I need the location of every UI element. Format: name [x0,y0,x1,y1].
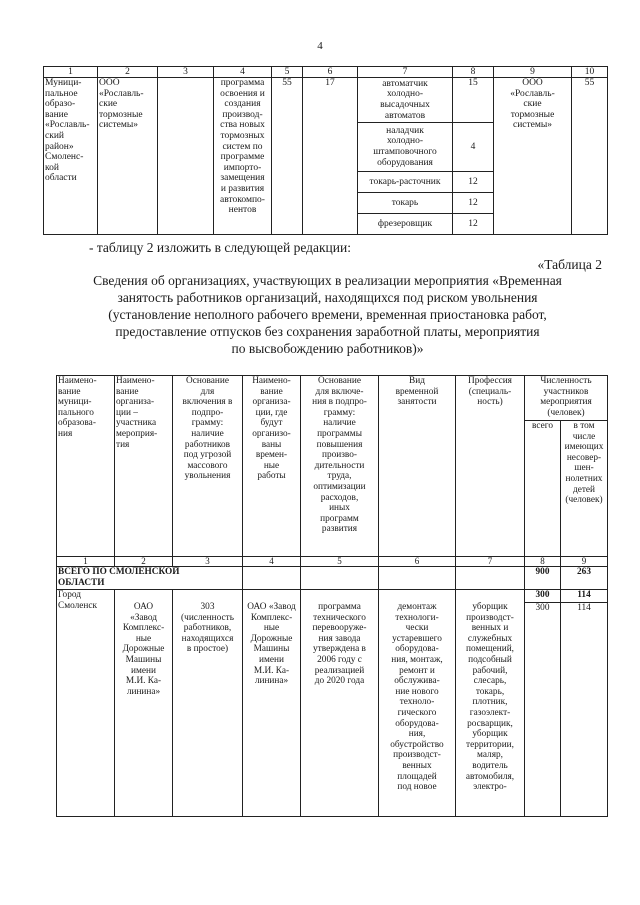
t2-header-profession: Профессия (специаль- ность) [456,376,525,557]
t2-header-with-children: в том числе имеющих несовер- шен- нолетних детей (человек) [561,421,608,557]
t2-header-organization: Наимено- вание организа- ции – участника мероприя- тия [115,376,173,557]
t1-profession-5: фрезеровщик [358,214,453,235]
t2-total-empty-6 [379,567,456,590]
t2-city-empty-6 [379,590,456,603]
t1-profession-2-count: 4 [453,123,494,172]
t2-col-num-5: 5 [301,557,379,567]
t2-total-with-children: 263 [561,567,608,590]
t1-municipality: Муници- пальное образо- вание «Рославль- ский район» Смоленс- кой области [44,78,98,235]
t1-col-num-8: 8 [453,67,494,78]
t1-organization-2: ООО «Рославль- ские тормозные системы» [494,78,572,235]
t2-header-municipality: Наимено- вание муници- пального образова- ния [57,376,115,557]
t2-org-employment: демонтаж технологи- чески устаревшего оборудова- ния, монтаж, ремонт и обслужива- ние нового техноло- гического оборудова- ния, обустройство производст- венных площадей под новое [379,602,456,817]
t1-col-num-10: 10 [572,67,608,78]
instruction-text: - таблицу 2 изложить в следующей редакции: [89,240,351,255]
t1-profession-3: токарь-расточник [358,172,453,193]
t1-profession-5-count: 12 [453,214,494,235]
t2-city-total: 300 [525,590,561,603]
t1-col3 [158,78,214,235]
t1-program: программа освоения и создания производ- ства новых тормозных систем по программе импорто- замещения и развития автокомпо- нентов [214,78,272,235]
t1-profession-2: наладчик холодно- штамповочного оборудования [358,123,453,172]
t2-header-employment-type: Вид временной занятости [379,376,456,557]
t2-city-label: Город Смоленск [57,590,115,817]
t1-col-num-9: 9 [494,67,572,78]
t2-org-profession: уборщик производст- венных и служебных помещений, подсобный рабочий, слесарь, токарь, плотник, газоэлект- росварщик, уборщик территории, маляр, водитель автомобиля, электро- [456,602,525,817]
t1-profession-1-count: 15 [453,78,494,123]
t2-city-empty-7 [456,590,525,603]
t2-city-with-children: 114 [561,590,608,603]
t2-col-num-3: 3 [173,557,243,567]
t2-city-empty-4 [243,590,301,603]
table-2-total-row [57,567,608,590]
table-2-title-line-1: Сведения об организациях, участвующих в реализации мероприятия «Временная [93,273,562,288]
t2-city-empty-3 [173,590,243,603]
table-2-city-row [57,590,608,603]
t1-col-num-3: 3 [158,67,214,78]
t2-total-label: ВСЕГО ПО СМОЛЕНСКОЙ ОБЛАСТИ [57,567,243,590]
t1-profession-4: токарь [358,193,453,214]
t2-col-num-8: 8 [525,557,561,567]
table-2-header-row [57,376,608,421]
t1-col-num-2: 2 [98,67,158,78]
table-2-number-row [57,557,608,567]
t2-org-temp-name: ОАО «Завод Комплекс- ные Дорожные Машины имени М.И. Ка- линина» [243,602,301,817]
t2-org-with-children: 114 [561,602,608,817]
t1-col5-value: 55 [272,78,303,235]
t2-total-empty-5 [301,567,379,590]
table-2-title-line-4: предоставление отпусков без сохранения заработной платы, мероприятия [115,324,540,339]
t1-organization: ООО «Рославль- ские тормозные системы» [98,78,158,235]
table-1-header-row [44,67,608,78]
t2-org-total: 300 [525,602,561,817]
t2-col-num-9: 9 [561,557,608,567]
t2-header-temp-organization: Наимено- вание организа- ции, где будут организо- ваны времен- ные работы [243,376,301,557]
t1-col-num-7: 7 [358,67,453,78]
t2-total-empty-4 [243,567,301,590]
t1-profession-3-count: 12 [453,172,494,193]
t1-col-num-5: 5 [272,67,303,78]
t2-col-num-7: 7 [456,557,525,567]
t1-col-num-6: 6 [303,67,358,78]
t2-total-empty-7 [456,567,525,590]
t2-city-empty-2 [115,590,173,603]
t1-col10-value: 55 [572,78,608,235]
t2-org-reason: 303 (численность работников, находящихся в простое) [173,602,243,817]
table-2-label: «Таблица 2 [537,257,602,272]
t2-org-program: программа технического перевооруже- ния завода утверждена в 2006 году с реализацией до 2020 года [301,602,379,817]
table-2-title-line-3: (установление неполного рабочего времени, временная приостановка работ, [108,307,547,322]
t2-header-participants: Численность участников мероприятия (человек) [525,376,608,421]
table-1-continuation [43,66,608,235]
table-2-title-line-2: занятость работников организаций, находящихся под риском увольнения [117,290,538,305]
t2-col-num-2: 2 [115,557,173,567]
t2-org-name: ОАО «Завод Комплекс- ные Дорожные Машины имени М.И. Ка- линина» [115,602,173,817]
page-number: 4 [317,40,323,52]
t2-header-reason: Основание для включения в подпро- грамму: наличие работников под угрозой массового увольнения [173,376,243,557]
t2-header-total: всего [525,421,561,557]
t1-col-num-4: 4 [214,67,272,78]
t2-col-num-6: 6 [379,557,456,567]
table-2-title-line-5: по высвобождению работников)» [231,341,424,356]
t1-col6-value: 17 [303,78,358,235]
t2-header-program: Основание для включе- ния в подпро- грамму: наличие программы повышения произво- дительности труда, оптимизации расходов, иных программ развития [301,376,379,557]
table-2-org-row [57,602,608,817]
t2-col-num-1: 1 [57,557,115,567]
table-1-row-profession-1 [44,78,608,123]
t2-city-empty-5 [301,590,379,603]
t1-profession-4-count: 12 [453,193,494,214]
table-2 [56,375,608,817]
t1-col-num-1: 1 [44,67,98,78]
t1-profession-1: автоматчик холодно- высадочных автоматов [358,78,453,123]
t2-total-value: 900 [525,567,561,590]
t2-col-num-4: 4 [243,557,301,567]
